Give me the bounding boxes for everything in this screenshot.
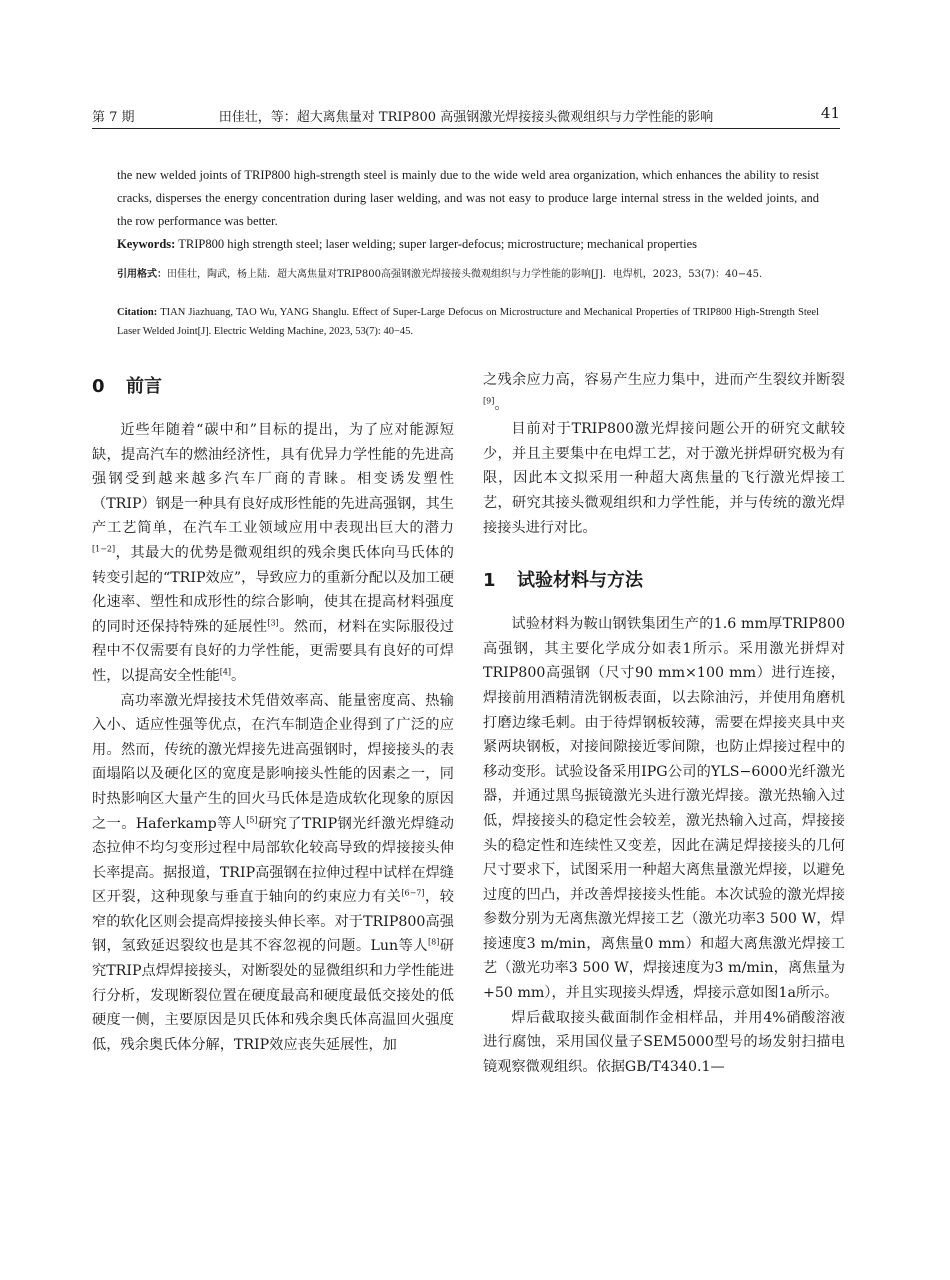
issue-number: 第 7 期 bbox=[92, 110, 135, 125]
intro-paragraph-1: 近些年随着“碳中和”目标的提出，为了应对能源短缺，提高汽车的燃油经济性，具有优异力学性能的先进高强钢受到越来越多汽车厂商的青睐。相变诱发塑性（TRIP）钢是一种具有良好成形性能的先进高强钢，其生产工艺简单，在汽车工业领域应用中表现出巨大的潜力[1−2]，其最大的优势是微观组织的残余奥氏体向马氏体的转变引起的“TRIP效应”，导致应力的重新分配以及加工硬化速率、塑性和成形性的综合影响，使其在提高材料强度的同时还保持特殊的延展性[3]。然而，材料在实际服役过程中不仅需要有良好的力学性能，更需要具有良好的可焊性，以提高安全性能[4]。 bbox=[92, 422, 454, 684]
intro-paragraph-3: 目前对于TRIP800激光焊接问题公开的研究文献较少，并且主要集中在电焊工艺，对于激光拼焊研究极为有限，因此本文拟采用一种超大离焦量的飞行激光焊接工艺，研究其接头微观组织和力学性能，并与传统的激光焊接接头进行对比。 bbox=[483, 421, 845, 536]
citation-english bbox=[117, 303, 819, 341]
intro-paragraph-2: 高功率激光焊接技术凭借效率高、能量密度高、热输入小、适应性强等优点，在汽车制造企业得到了广泛的应用。然而，传统的激光焊接先进高强钢时，焊接接头的表面塌陷以及硬化区的宽度是影响接头性能的因素之一，同时热影响区大量产生的回火马氏体是造成软化现象的原因之一。Haferkamp等人[5]研究了TRIP钢光纤激光焊缝动态拉伸不均匀变形过程中局部软化较高导致的焊接接头伸长率提高。据报道，TRIP高强钢在拉伸过程中试样在焊缝区开裂，这种现象与垂直于轴向的约束应力有关[6−7]，较窄的软化区则会提高焊接接头伸长率。对于TRIP800高强钢，氢致延迟裂纹也是其不容忽视的问题。Lun等人[8]研究TRIP点焊焊接接头，对断裂处的显微组织和力学性能进行分析，发现断裂位置在硬度最高和硬度最低交接处的低硬度一侧，主要原因是贝氏体和残余奥氏体高温回火强度低，残余奥氏体分解，TRIP效应丧失延展性，加 bbox=[92, 692, 454, 1053]
methods-paragraph-1: 试验材料为鞍山钢铁集团生产的1.6 mm厚TRIP800高强钢，其主要化学成分如表1所示。采用激光拼焊对TRIP800高强钢（尺寸90 mm×100 mm）进行连接，焊接前用酒精清洗钢板表面，以去除油污，并使用角磨机打磨边缘毛刺。由于待焊钢板较薄，需要在焊接夹具中夹紧两块钢板，对接间隙接近零间隙，也防止焊接过程中的移动变形。试验设备采用IPG公司的YLS−6000光纤激光器，并通过黑鸟振镜激光头进行激光焊接。激光热输入过低，焊接接头的稳定性会较差，激光热输入过高，焊接接头的稳定性和连续性又变差，因此在满足焊接接头的几何尺寸要求下，试图采用一种超大离焦量激光焊接，以避免过度的凹凸，并改善焊接接头性能。本次试验的激光焊接参数分别为无离焦激光焊接工艺（激光功率3 500 W，焊接速度3 m/min，离焦量0 mm）和超大离焦激光焊接工艺（激光功率3 500 W，焊接速度为3 m/min，离焦量为+50 mm），并且实现接头焊透，焊接示意如图1a所示。 bbox=[483, 616, 845, 1002]
running-title: 田佳壮，等：超大离焦量对 TRIP800 高强钢激光焊接接头微观组织与力学性能的影响 bbox=[218, 110, 714, 125]
citation-english-label: Citation: bbox=[117, 307, 158, 318]
reference-marker[interactable]: [9] bbox=[483, 395, 495, 405]
reference-marker[interactable]: [4] bbox=[219, 667, 232, 677]
section-1-title: 试验材料与方法 bbox=[517, 570, 643, 592]
reference-marker[interactable]: [3] bbox=[267, 618, 279, 628]
section-0-number: 0 bbox=[92, 376, 105, 397]
keywords-text: TRIP800 high strength steel; laser welding; super larger-defocus; microstructure; mechanical properties bbox=[175, 237, 698, 251]
section-0-heading bbox=[92, 368, 454, 406]
methods-paragraph-2: 焊后截取接头截面制作金相样品，并用4%硝酸溶液进行腐蚀，采用国仪量子SEM5000型号的场发射扫描电镜观察微观组织。依据GB/T4340.1— bbox=[483, 1009, 845, 1075]
reference-marker[interactable]: [8] bbox=[427, 937, 440, 947]
left-column bbox=[92, 368, 454, 1057]
section-1-number: 1 bbox=[483, 570, 496, 592]
page-number: 41 bbox=[820, 104, 840, 122]
keywords-label: Keywords: bbox=[117, 237, 176, 251]
reference-marker[interactable]: [1−2] bbox=[92, 544, 116, 554]
section-0-title: 前言 bbox=[126, 376, 162, 397]
keywords bbox=[117, 234, 819, 254]
citation-chinese bbox=[117, 265, 819, 284]
right-column bbox=[483, 368, 845, 1079]
abstract-english bbox=[117, 164, 819, 233]
citation-chinese-text: 田佳壮，陶武，杨上陆．超大离焦量对TRIP800高强钢激光焊接接头微观组织与力学性能的影响[J]．电焊机，2023，53(7)：40−45. bbox=[167, 269, 763, 280]
citation-english-text: TIAN Jiazhuang, TAO Wu, YANG Shanglu. Effect of Super-Large Defocus on Microstructure and Mechanical Properties of TRIP800 High-Strength Steel Laser Welded Joint[J]. Electric Welding Machine, 2023, 53(7): 40−45. bbox=[117, 307, 819, 337]
section-1-heading bbox=[483, 562, 845, 600]
reference-marker[interactable]: [6−7] bbox=[401, 888, 425, 898]
intro-paragraph-2-continued: 之残余应力高，容易产生应力集中，进而产生裂纹并断裂[9]。 bbox=[483, 372, 845, 413]
reference-marker[interactable]: [5] bbox=[246, 814, 258, 824]
abstract-text: the new welded joints of TRIP800 high-strength steel is mainly due to the wide weld area organization, which enhances the ability to resist cracks, disperses the energy concentration during laser welding, and was not easy to produce large internal stress in the welded joints, and the row performance was better. bbox=[117, 168, 819, 228]
citation-chinese-label: 引用格式： bbox=[117, 269, 167, 280]
running-header bbox=[92, 106, 840, 129]
